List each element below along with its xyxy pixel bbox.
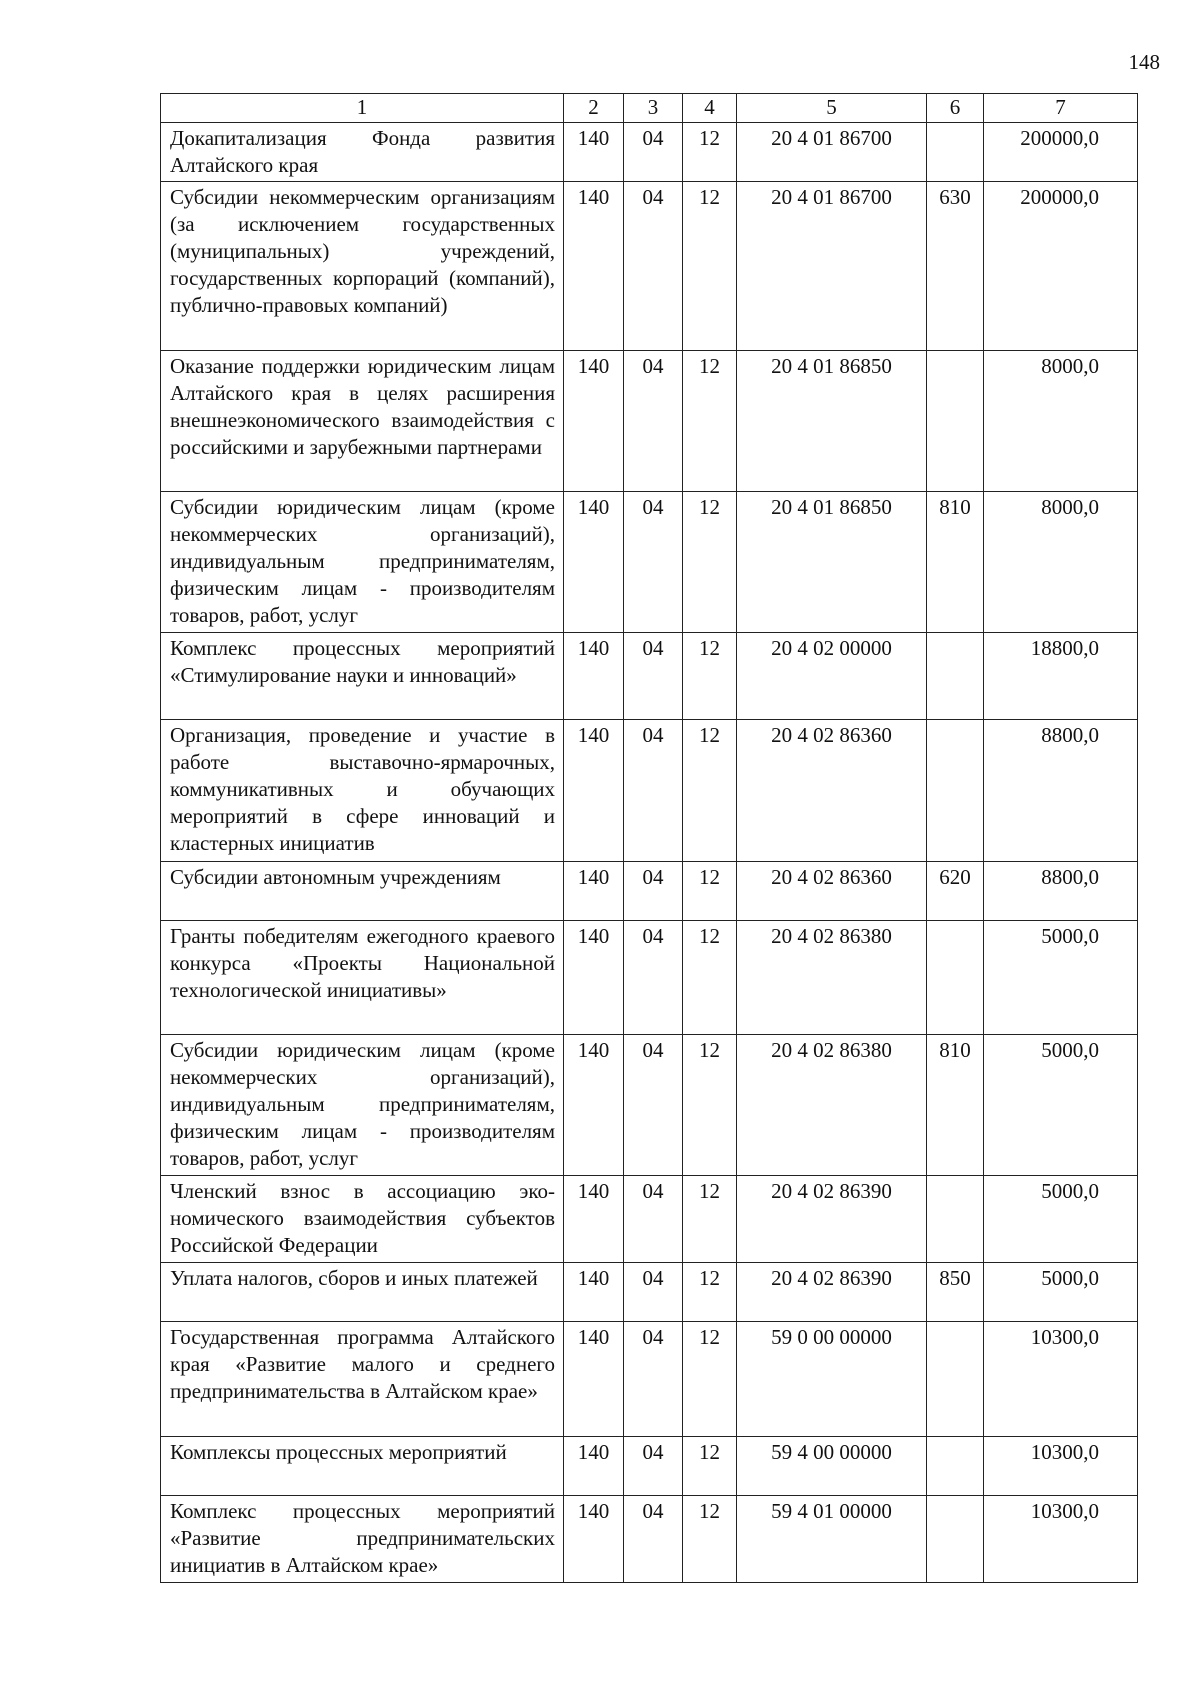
section-code: 140 <box>564 862 624 921</box>
section-code: 140 <box>564 351 624 492</box>
column-header: 3 <box>624 94 683 123</box>
amount: 10300,0 <box>984 1437 1138 1496</box>
item-code: 12 <box>683 492 737 633</box>
column-header: 1 <box>161 94 564 123</box>
row-name: Гранты победителям ежегодного краевого конкурса «Проекты Национальной технологической инициативы» <box>161 921 564 1035</box>
column-header: 2 <box>564 94 624 123</box>
section-code: 140 <box>564 123 624 182</box>
subsection-code: 04 <box>624 862 683 921</box>
amount: 8000,0 <box>984 351 1138 492</box>
subsection-code: 04 <box>624 1322 683 1437</box>
subsection-code: 04 <box>624 1035 683 1176</box>
section-code: 140 <box>564 1263 624 1322</box>
row-name: Комплекс процессных мероприятий «Стимулирование науки и инноваций» <box>161 633 564 720</box>
target-code: 20 4 01 86850 <box>737 492 927 633</box>
amount: 8800,0 <box>984 862 1138 921</box>
column-header: 7 <box>984 94 1138 123</box>
amount: 8800,0 <box>984 720 1138 862</box>
subsection-code: 04 <box>624 720 683 862</box>
item-code: 12 <box>683 921 737 1035</box>
row-name: Организация, проведение и участие в работе выставочно-ярмарочных, коммуникативных и обучающих мероприятий в сфере инноваций и кластерных инициатив <box>161 720 564 862</box>
header-row <box>161 94 1138 123</box>
expense-type <box>927 1176 984 1263</box>
budget-table <box>160 93 1138 1583</box>
amount: 5000,0 <box>984 1176 1138 1263</box>
column-header: 4 <box>683 94 737 123</box>
expense-type: 810 <box>927 1035 984 1176</box>
subsection-code: 04 <box>624 182 683 351</box>
column-header: 6 <box>927 94 984 123</box>
table-row <box>161 720 1138 862</box>
row-name: Субсидии некоммерческим организациям (за исключением государственных (муниципальных) учреждений, государственных корпораций (компаний), публично-правовых компаний) <box>161 182 564 351</box>
item-code: 12 <box>683 1263 737 1322</box>
section-code: 140 <box>564 492 624 633</box>
table-row <box>161 1322 1138 1437</box>
row-name: Докапитализация Фонда развития Алтайского края <box>161 123 564 182</box>
row-name: Субсидии юридическим лицам (кроме некоммерческих организаций), индивидуальным предпринимателям, физическим лицам - производителям товаров, работ, услуг <box>161 1035 564 1176</box>
subsection-code: 04 <box>624 1263 683 1322</box>
expense-type <box>927 921 984 1035</box>
row-name: Субсидии автономным учреждениям <box>161 862 564 921</box>
item-code: 12 <box>683 1322 737 1437</box>
table-row <box>161 1437 1138 1496</box>
section-code: 140 <box>564 1035 624 1176</box>
row-name: Комплексы процессных мероприятий <box>161 1437 564 1496</box>
subsection-code: 04 <box>624 123 683 182</box>
table-row <box>161 492 1138 633</box>
amount: 200000,0 <box>984 182 1138 351</box>
expense-type <box>927 633 984 720</box>
item-code: 12 <box>683 351 737 492</box>
expense-type: 630 <box>927 182 984 351</box>
target-code: 20 4 02 86380 <box>737 921 927 1035</box>
row-name: Комплекс процессных мероприятий «Развитие предпринимательских инициатив в Алтайском крае» <box>161 1496 564 1583</box>
section-code: 140 <box>564 921 624 1035</box>
item-code: 12 <box>683 1437 737 1496</box>
subsection-code: 04 <box>624 1176 683 1263</box>
target-code: 20 4 01 86700 <box>737 182 927 351</box>
table-row <box>161 123 1138 182</box>
row-name: Оказание поддержки юридическим лицам Алтайского края в целях расширения внешнеэкономического взаимодействия с российскими и зарубежными партнерами <box>161 351 564 492</box>
section-code: 140 <box>564 720 624 862</box>
row-name: Уплата налогов, сборов и иных платежей <box>161 1263 564 1322</box>
section-code: 140 <box>564 182 624 351</box>
amount: 5000,0 <box>984 921 1138 1035</box>
target-code: 20 4 02 86360 <box>737 862 927 921</box>
expense-type <box>927 1437 984 1496</box>
section-code: 140 <box>564 633 624 720</box>
page-number: 148 <box>1128 50 1160 74</box>
column-header: 5 <box>737 94 927 123</box>
expense-type <box>927 1496 984 1583</box>
table-row <box>161 921 1138 1035</box>
item-code: 12 <box>683 123 737 182</box>
target-code: 20 4 02 00000 <box>737 633 927 720</box>
table-row <box>161 351 1138 492</box>
expense-type <box>927 351 984 492</box>
amount: 10300,0 <box>984 1496 1138 1583</box>
expense-type <box>927 123 984 182</box>
item-code: 12 <box>683 1176 737 1263</box>
section-code: 140 <box>564 1176 624 1263</box>
section-code: 140 <box>564 1496 624 1583</box>
table-row <box>161 1035 1138 1176</box>
table-row <box>161 182 1138 351</box>
item-code: 12 <box>683 633 737 720</box>
target-code: 59 4 01 00000 <box>737 1496 927 1583</box>
item-code: 12 <box>683 1035 737 1176</box>
target-code: 20 4 02 86390 <box>737 1263 927 1322</box>
target-code: 20 4 02 86390 <box>737 1176 927 1263</box>
target-code: 59 0 00 00000 <box>737 1322 927 1437</box>
expense-type <box>927 720 984 862</box>
row-name: Субсидии юридическим лицам (кроме некоммерческих организаций), индивидуальным предпринимателям, физическим лицам - производителям товаров, работ, услуг <box>161 492 564 633</box>
section-code: 140 <box>564 1322 624 1437</box>
subsection-code: 04 <box>624 921 683 1035</box>
row-name: Членский взнос в ассоциацию экономического взаимодействия субъектов Российской Федерации <box>161 1176 564 1263</box>
amount: 5000,0 <box>984 1035 1138 1176</box>
target-code: 20 4 01 86850 <box>737 351 927 492</box>
table-row <box>161 1176 1138 1263</box>
expense-type: 850 <box>927 1263 984 1322</box>
amount: 18800,0 <box>984 633 1138 720</box>
table-row <box>161 633 1138 720</box>
target-code: 59 4 00 00000 <box>737 1437 927 1496</box>
item-code: 12 <box>683 720 737 862</box>
amount: 5000,0 <box>984 1263 1138 1322</box>
expense-type: 810 <box>927 492 984 633</box>
subsection-code: 04 <box>624 492 683 633</box>
subsection-code: 04 <box>624 633 683 720</box>
amount: 8000,0 <box>984 492 1138 633</box>
subsection-code: 04 <box>624 1437 683 1496</box>
expense-type: 620 <box>927 862 984 921</box>
item-code: 12 <box>683 182 737 351</box>
item-code: 12 <box>683 862 737 921</box>
target-code: 20 4 02 86380 <box>737 1035 927 1176</box>
item-code: 12 <box>683 1496 737 1583</box>
amount: 200000,0 <box>984 123 1138 182</box>
section-code: 140 <box>564 1437 624 1496</box>
expense-type <box>927 1322 984 1437</box>
row-name: Государственная программа Алтайского края «Развитие малого и среднего предпринимательства в Алтайском крае» <box>161 1322 564 1437</box>
target-code: 20 4 01 86700 <box>737 123 927 182</box>
subsection-code: 04 <box>624 1496 683 1583</box>
subsection-code: 04 <box>624 351 683 492</box>
table-row <box>161 862 1138 921</box>
target-code: 20 4 02 86360 <box>737 720 927 862</box>
table-row <box>161 1263 1138 1322</box>
amount: 10300,0 <box>984 1322 1138 1437</box>
table-row <box>161 1496 1138 1583</box>
